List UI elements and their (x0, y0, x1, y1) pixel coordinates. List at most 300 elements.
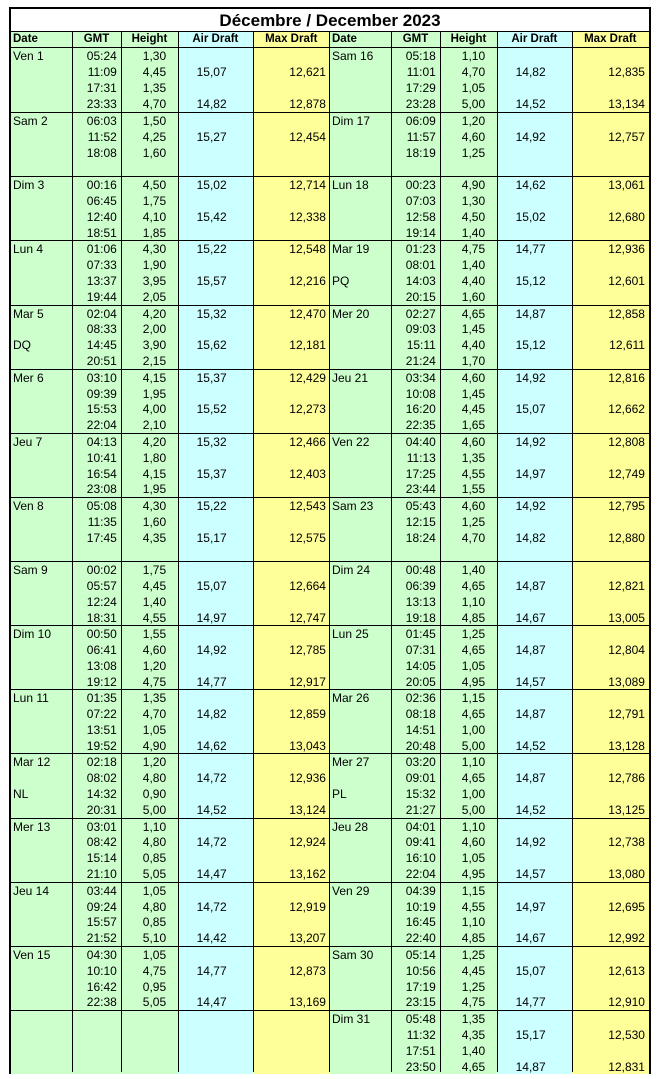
tide-time: 10:56 (405, 963, 436, 978)
tide-height: 1,40 (142, 594, 167, 609)
tide-height: 4,40 (461, 338, 486, 353)
max-draft-value: 12,543 (289, 498, 326, 513)
tide-height: 1,05 (142, 947, 167, 962)
tide-height: 5,10 (142, 931, 167, 946)
tide-time: 10:41 (86, 450, 117, 465)
day-block (11, 112, 330, 176)
tide-time: 18:51 (86, 225, 117, 240)
tide-time: 13:13 (405, 594, 436, 609)
tide-time: 09:03 (405, 322, 436, 337)
max-draft-value: 13,124 (289, 803, 326, 818)
tide-height: 4,90 (142, 738, 167, 753)
tide-time: 09:01 (405, 771, 436, 786)
air-draft-value: 15,37 (196, 370, 227, 385)
page-title: Décembre / December 2023 (11, 9, 649, 32)
air-draft-value: 15,62 (196, 338, 227, 353)
tide-height: 1,40 (461, 258, 486, 273)
tide-height: 1,35 (461, 450, 486, 465)
tide-height: 4,75 (142, 674, 167, 689)
max-draft-value: 12,880 (608, 530, 645, 545)
tide-time: 18:24 (405, 530, 436, 545)
air-draft-value: 14,87 (515, 707, 546, 722)
max-draft-value: 12,181 (289, 338, 326, 353)
max-draft-value: 12,530 (608, 1027, 645, 1042)
tide-height: 4,45 (142, 64, 167, 79)
air-draft-value: 14,72 (196, 835, 227, 850)
day-block (11, 753, 330, 817)
tide-height: 1,10 (142, 819, 167, 834)
header-gmt: GMT (72, 32, 121, 48)
tide-time: 05:18 (405, 49, 436, 63)
tide-height: 4,25 (142, 130, 167, 145)
tide-height: 1,40 (461, 563, 486, 577)
tide-height: 4,45 (461, 402, 486, 417)
max-draft-value: 12,835 (608, 64, 645, 79)
tide-time: 00:16 (86, 178, 117, 193)
tide-height: 5,00 (461, 738, 486, 753)
tide-time: 18:08 (86, 145, 117, 160)
tide-height: 1,00 (461, 787, 486, 802)
tide-height: 1,35 (461, 1011, 486, 1026)
day-label: Jeu 21 (332, 370, 369, 385)
column-divider (253, 32, 254, 1072)
tide-height: 1,15 (461, 691, 486, 706)
tide-height: 1,70 (461, 354, 486, 369)
air-draft-value: 14,77 (196, 674, 227, 689)
tide-time: 17:29 (405, 80, 436, 95)
tide-time: 08:42 (86, 835, 117, 850)
tide-time: 19:52 (86, 738, 117, 753)
tide-time: 20:15 (405, 290, 436, 305)
tide-time: 11:13 (406, 450, 436, 465)
tide-height: 0,85 (142, 851, 167, 866)
tide-height: 4,70 (142, 96, 167, 111)
tide-height: 4,60 (461, 498, 486, 513)
tide-time: 08:33 (86, 322, 117, 337)
cell-bg (72, 1011, 121, 1074)
tide-height: 4,90 (461, 178, 486, 193)
max-draft-value: 12,621 (289, 64, 326, 79)
tide-time: 01:35 (86, 691, 117, 706)
tide-time: 06:09 (405, 114, 436, 129)
max-draft-value: 12,878 (289, 96, 326, 111)
air-draft-value: 14,92 (515, 434, 546, 449)
air-draft-value: 15,52 (196, 402, 227, 417)
tide-time: 16:42 (86, 979, 117, 994)
tide-time: 05:08 (86, 498, 117, 513)
air-draft-value: 15,02 (515, 210, 546, 225)
tide-time: 22:04 (86, 418, 117, 433)
max-draft-value: 12,575 (289, 530, 326, 545)
tide-time: 12:24 (86, 594, 117, 609)
tide-time: 15:57 (86, 915, 117, 930)
tide-height: 5,00 (142, 803, 167, 818)
max-draft-value: 12,403 (289, 466, 326, 481)
tide-time: 03:44 (86, 883, 117, 898)
day-label: Ven 1 (13, 49, 44, 63)
max-draft-value: 12,757 (608, 130, 645, 145)
tide-time: 15:53 (86, 402, 117, 417)
tide-height: 1,95 (142, 482, 167, 497)
tide-height: 1,10 (461, 819, 486, 834)
max-draft-value: 13,169 (289, 995, 326, 1010)
day-label: Sam 30 (332, 947, 374, 962)
tide-time: 04:39 (405, 883, 436, 898)
tide-time: 20:31 (86, 803, 117, 818)
tide-height: 1,10 (461, 915, 486, 930)
tide-height: 1,25 (461, 145, 486, 160)
tide-height: 2,05 (142, 290, 167, 305)
day-block (11, 497, 330, 561)
tide-time: 05:14 (405, 947, 436, 962)
day-label: Dim 10 (13, 627, 52, 642)
max-draft-value: 12,714 (289, 178, 326, 193)
air-draft-value: 14,42 (196, 931, 227, 946)
tide-height: 1,00 (461, 723, 486, 738)
tide-time: 17:25 (405, 466, 436, 481)
header-air-draft: Air Draft (178, 32, 252, 48)
tide-time: 10:08 (405, 386, 436, 401)
tide-height: 4,65 (461, 306, 486, 321)
max-draft-value: 12,873 (289, 963, 326, 978)
tide-time: 19:12 (86, 674, 117, 689)
day-block (11, 433, 330, 497)
tide-time: 23:28 (405, 96, 436, 111)
max-draft-value: 12,613 (608, 963, 645, 978)
air-draft-value: 14,82 (196, 707, 227, 722)
tide-height: 1,45 (461, 322, 486, 337)
air-draft-value: 15,17 (515, 1027, 546, 1042)
tide-height: 1,20 (461, 114, 486, 129)
tide-time: 11:35 (87, 514, 117, 529)
tide-height: 4,75 (461, 242, 486, 257)
tide-height: 4,85 (461, 610, 486, 625)
tide-time: 01:23 (405, 242, 436, 257)
tide-height: 1,75 (142, 563, 167, 577)
tide-height: 1,80 (142, 450, 167, 465)
air-draft-value: 15,07 (196, 64, 227, 79)
day-block (330, 497, 649, 561)
air-draft-value: 14,67 (515, 931, 546, 946)
tide-time: 02:27 (405, 306, 436, 321)
tide-height: 4,45 (461, 963, 486, 978)
tide-height: 1,25 (461, 979, 486, 994)
tide-height: 1,20 (142, 755, 167, 770)
day-block (330, 433, 649, 497)
tide-height: 4,65 (461, 578, 486, 593)
tide-time: 17:31 (86, 80, 117, 95)
tide-height: 1,25 (461, 514, 486, 529)
tide-time: 10:10 (86, 963, 117, 978)
tide-table (9, 7, 651, 1074)
tide-height: 1,65 (461, 418, 486, 433)
tide-height: 4,95 (461, 867, 486, 882)
day-block (330, 112, 649, 176)
max-draft-value: 12,924 (289, 835, 326, 850)
air-draft-value: 15,42 (196, 210, 227, 225)
tide-height: 4,15 (142, 466, 167, 481)
column-divider (121, 32, 122, 1072)
air-draft-value: 14,52 (196, 803, 227, 818)
tide-time: 17:45 (86, 530, 117, 545)
tide-time: 14:51 (405, 723, 436, 738)
max-draft-value: 12,791 (608, 707, 645, 722)
tide-time: 21:24 (405, 354, 436, 369)
tide-height: 1,30 (142, 49, 167, 63)
max-draft-value: 12,429 (289, 370, 326, 385)
tide-time: 16:45 (405, 915, 436, 930)
air-draft-value: 15,07 (515, 963, 546, 978)
day-label: Dim 17 (332, 114, 371, 129)
tide-height: 5,05 (142, 995, 167, 1010)
day-block (11, 48, 330, 112)
tide-time: 07:03 (405, 194, 436, 209)
air-draft-value: 15,37 (196, 466, 227, 481)
air-draft-value: 15,07 (196, 578, 227, 593)
air-draft-value: 14,82 (196, 96, 227, 111)
air-draft-value: 14,47 (196, 995, 227, 1010)
tide-time: 23:08 (86, 482, 117, 497)
tide-height: 4,50 (461, 210, 486, 225)
tide-time: 04:40 (405, 434, 436, 449)
air-draft-value: 15,02 (196, 178, 227, 193)
max-draft-value: 12,454 (289, 130, 326, 145)
tide-time: 09:41 (405, 835, 436, 850)
tide-height: 1,05 (142, 883, 167, 898)
air-draft-value: 14,77 (515, 242, 546, 257)
tide-time: 20:48 (405, 738, 436, 753)
tide-height: 2,00 (142, 322, 167, 337)
tide-height: 4,95 (461, 674, 486, 689)
tide-height: 4,55 (461, 466, 486, 481)
tide-height: 4,80 (142, 771, 167, 786)
tide-height: 4,60 (461, 434, 486, 449)
air-draft-value: 14,82 (515, 64, 546, 79)
tide-time: 09:24 (86, 899, 117, 914)
max-draft-value: 12,749 (608, 466, 645, 481)
tide-time: 00:23 (405, 178, 436, 193)
max-draft-value: 12,338 (289, 210, 326, 225)
tide-time: 07:22 (86, 707, 117, 722)
tide-height: 1,50 (142, 114, 167, 129)
moon-phase: PQ (332, 274, 350, 289)
column-divider (440, 32, 441, 1072)
moon-phase: DQ (13, 338, 31, 353)
air-draft-value: 14,97 (515, 899, 546, 914)
tide-time: 11:32 (406, 1027, 436, 1042)
air-draft-value: 15,32 (196, 306, 227, 321)
tide-time: 08:01 (405, 258, 436, 273)
tide-time: 03:10 (86, 370, 117, 385)
tide-height: 1,05 (142, 723, 167, 738)
tide-time: 12:40 (86, 210, 117, 225)
tide-time: 18:31 (86, 610, 117, 625)
tide-time: 23:15 (405, 995, 436, 1010)
column-divider (497, 32, 498, 1072)
day-label: Ven 29 (332, 883, 370, 898)
tide-height: 4,75 (142, 963, 167, 978)
day-block (330, 625, 649, 689)
tide-height: 4,75 (461, 995, 486, 1010)
max-draft-value: 13,162 (289, 867, 326, 882)
max-draft-value: 13,005 (608, 610, 645, 625)
tide-height: 4,55 (142, 610, 167, 625)
day-label: Sam 23 (332, 498, 374, 513)
day-label: Mer 13 (13, 819, 51, 834)
tide-height: 1,10 (461, 49, 486, 63)
max-draft-value: 12,831 (608, 1059, 645, 1074)
tide-height: 1,20 (142, 658, 167, 673)
tide-height: 4,60 (461, 370, 486, 385)
tide-time: 15:14 (86, 851, 117, 866)
tide-height: 4,65 (461, 707, 486, 722)
day-label: Sam 9 (13, 563, 48, 577)
tide-height: 4,10 (142, 210, 167, 225)
tide-height: 3,90 (142, 338, 167, 353)
day-label: Dim 31 (332, 1011, 371, 1026)
max-draft-value: 12,919 (289, 899, 326, 914)
air-draft-value: 14,97 (196, 610, 227, 625)
tide-height: 1,60 (142, 145, 167, 160)
cell-bg (121, 1011, 178, 1074)
tide-height: 4,65 (461, 771, 486, 786)
day-block (11, 1010, 330, 1074)
tide-time: 06:41 (86, 643, 117, 658)
day-block (11, 689, 330, 753)
tide-height: 4,60 (461, 130, 486, 145)
max-draft-value: 12,786 (608, 771, 645, 786)
tide-height: 1,10 (461, 755, 486, 770)
air-draft-value: 14,77 (515, 995, 546, 1010)
tide-height: 1,05 (461, 80, 486, 95)
max-draft-value: 12,821 (608, 578, 645, 593)
tide-time: 22:35 (405, 418, 436, 433)
max-draft-value: 13,125 (608, 803, 645, 818)
max-draft-value: 13,089 (608, 674, 645, 689)
air-draft-value: 14,52 (515, 803, 546, 818)
tide-height: 1,40 (461, 1043, 486, 1058)
air-draft-value: 14,97 (515, 466, 546, 481)
day-label: Ven 22 (332, 434, 370, 449)
air-draft-value: 14,72 (196, 771, 227, 786)
tide-time: 09:39 (86, 386, 117, 401)
tide-height: 2,10 (142, 418, 167, 433)
max-draft-value: 13,080 (608, 867, 645, 882)
tide-time: 07:31 (405, 643, 436, 658)
air-draft-value: 14,72 (196, 899, 227, 914)
tide-height: 2,15 (142, 354, 167, 369)
tide-time: 06:39 (405, 578, 436, 593)
max-draft-value: 13,043 (289, 738, 326, 753)
header-height: Height (121, 32, 178, 48)
column-divider (178, 32, 179, 1072)
tide-time: 03:34 (405, 370, 436, 385)
max-draft-value: 12,910 (608, 995, 645, 1010)
tide-time: 00:02 (86, 563, 117, 577)
tide-height: 4,85 (461, 931, 486, 946)
tide-time: 22:38 (86, 995, 117, 1010)
tide-height: 5,05 (142, 867, 167, 882)
tide-time: 02:36 (405, 691, 436, 706)
tide-time: 17:19 (405, 979, 436, 994)
day-label: Mar 5 (13, 306, 44, 321)
day-block (11, 882, 330, 946)
air-draft-value: 15,12 (515, 338, 546, 353)
tide-time: 02:04 (86, 306, 117, 321)
max-draft-value: 12,680 (608, 210, 645, 225)
day-label: Mar 12 (13, 755, 51, 770)
tide-time: 04:13 (86, 434, 117, 449)
tide-time: 03:20 (405, 755, 436, 770)
day-block (11, 625, 330, 689)
day-label: Mar 26 (332, 691, 370, 706)
air-draft-value: 14,87 (515, 771, 546, 786)
day-block (11, 176, 330, 240)
tide-height: 4,30 (142, 242, 167, 257)
day-label: Ven 15 (13, 947, 51, 962)
max-draft-value: 12,859 (289, 707, 326, 722)
tide-height: 4,45 (142, 578, 167, 593)
tide-time: 14:32 (86, 787, 117, 802)
tide-height: 4,60 (142, 643, 167, 658)
tide-height: 1,75 (142, 194, 167, 209)
max-draft-value: 12,992 (608, 931, 645, 946)
header-max-draft: Max Draft (572, 32, 649, 48)
max-draft-value: 12,858 (608, 306, 645, 321)
day-label: Mer 20 (332, 306, 370, 321)
tide-height: 1,05 (461, 851, 486, 866)
air-draft-value: 15,32 (196, 434, 227, 449)
tide-time: 05:43 (405, 498, 436, 513)
tide-height: 1,25 (461, 627, 486, 642)
air-draft-value: 14,87 (515, 306, 546, 321)
header-date: Date (330, 32, 391, 48)
max-draft-value: 12,216 (289, 274, 326, 289)
tide-time: 17:51 (405, 1043, 436, 1058)
day-block (11, 818, 330, 882)
day-label: Jeu 14 (13, 883, 50, 898)
moon-phase: NL (13, 787, 29, 802)
air-draft-value: 15,17 (196, 530, 227, 545)
tide-height: 1,45 (461, 386, 486, 401)
tide-height: 4,40 (461, 274, 486, 289)
day-label: Lun 4 (13, 242, 44, 257)
tide-height: 4,80 (142, 899, 167, 914)
tide-time: 20:51 (86, 354, 117, 369)
day-block (330, 882, 649, 946)
max-draft-value: 12,795 (608, 498, 645, 513)
max-draft-value: 13,134 (608, 96, 645, 111)
day-block (330, 369, 649, 433)
air-draft-value: 14,52 (515, 96, 546, 111)
tide-time: 15:11 (406, 338, 436, 353)
tide-height: 4,35 (142, 530, 167, 545)
tide-time: 01:06 (86, 242, 117, 257)
tide-time: 23:50 (405, 1059, 436, 1074)
max-draft-value: 12,664 (289, 578, 326, 593)
header-gmt: GMT (391, 32, 440, 48)
air-draft-value: 14,47 (196, 867, 227, 882)
cell-bg (178, 1011, 252, 1074)
day-block (330, 689, 649, 753)
tide-time: 08:02 (86, 771, 117, 786)
tide-time: 11:01 (406, 64, 436, 79)
air-draft-value: 15,27 (196, 130, 227, 145)
column-divider (391, 32, 392, 1072)
tide-height: 4,80 (142, 835, 167, 850)
max-draft-value: 13,061 (608, 178, 645, 193)
air-draft-value: 14,87 (515, 1059, 546, 1074)
